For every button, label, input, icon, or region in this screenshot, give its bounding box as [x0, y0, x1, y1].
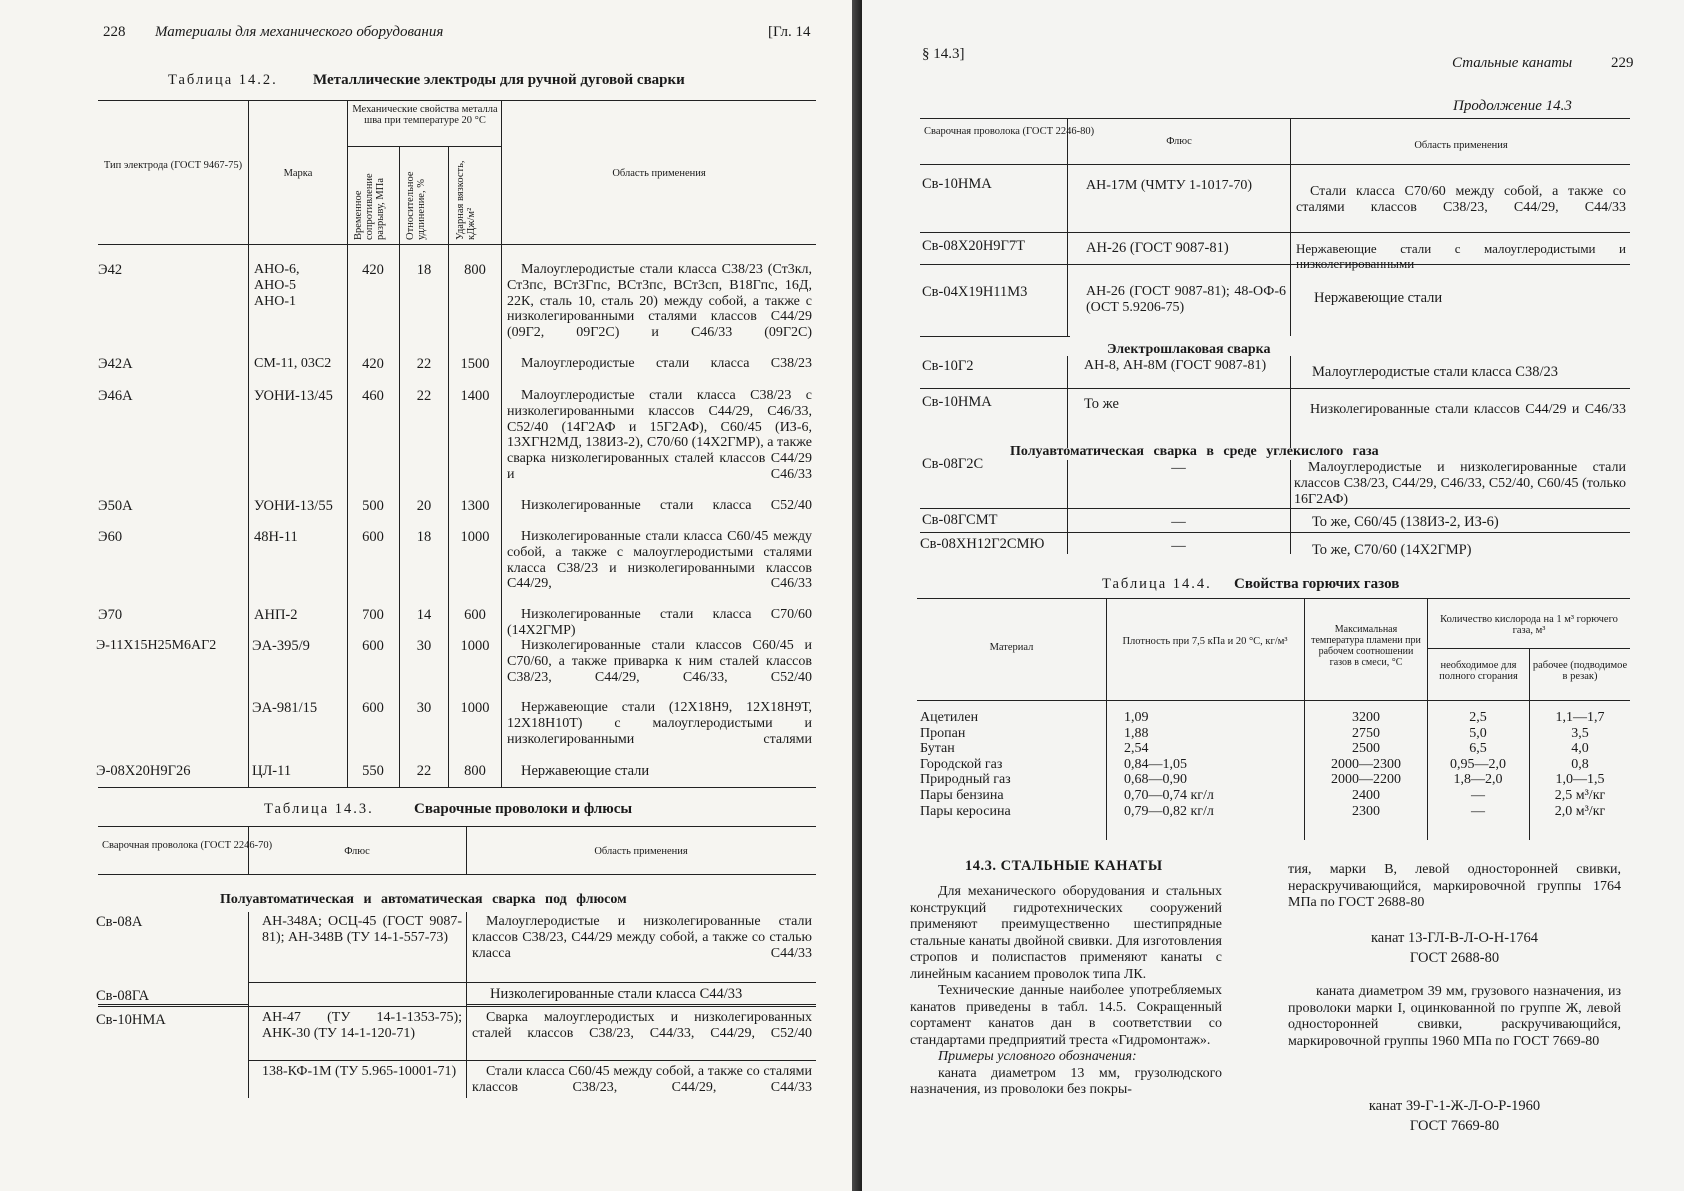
gas-cell-material: Ацетилен — [920, 710, 979, 725]
cell-impact: 800 — [464, 763, 486, 779]
cell-application: То же, С60/45 (138ИЗ-2, ИЗ-6) — [1312, 514, 1499, 530]
cell-application: Низколегированные стали класса С60/45 между собой, а также с малоуглеродистыми сталями класса С38/23 и низколегированными классов С44/29, С46/33 — [507, 529, 812, 592]
paragraph: каната диаметром 39 мм, грузового назначения, из проволоки марки I, оцинкованной по группе Ж, левой односторонней свивки, раскручивающийся, маркировочной группы 1960 МПа по ГОСТ 7669-80 — [1288, 984, 1621, 1049]
gas-cell-temp: 3200 — [1352, 710, 1380, 725]
cell-application: Малоуглеродистые стали класса С38/23 — [521, 356, 812, 371]
gas-cell-material: Пары бензина — [920, 788, 1004, 803]
col-header-application: Область применения — [1414, 140, 1508, 151]
gas-cell-material: Пропан — [920, 725, 966, 741]
table-label: Таблица 14.4. — [1102, 576, 1212, 592]
cell-brand: СМ-11, 03С2 — [254, 356, 332, 371]
cell-strength: 550 — [362, 763, 384, 779]
gas-cell-density: 2,54 — [1124, 741, 1149, 757]
chapter-ref: [Гл. 14 — [768, 24, 811, 40]
cell-flux: АН-26 (ГОСТ 9087-81); 48-ОФ-6 (ОСТ 5.9206-75) — [1086, 284, 1286, 315]
cell-wire: Св-10НМА — [96, 1012, 166, 1028]
designation-standard: ГОСТ 7669-80 — [1409, 1118, 1500, 1134]
cell-application: Малоуглеродистые стали класса С38/23 (Ст3кл, Ст3пс, ВСт3Гпс, ВСт3пс, ВСт3сп, В18Гпс, 16Д, 22К, сталь 10, сталь 20) между собой, а также с низколегированными сталями классов С44/29 (09Г2, 09Г2С) и С46/33 (09Г2С) — [507, 262, 812, 341]
cell-application: Малоуглеродистые стали класса С38/23 с низколегированными классов С44/29, С46/33, С52/40 (14Г2АФ и 15Г2АФ), С60/45 (ИЗ-6, 13ХГН2МД, 138ИЗ-2), С70/60 (14Х2ГМР), а также сварка низколегированных сталей классов С44/29 и С46/33 — [507, 388, 812, 482]
cell-impact: 1000 — [460, 700, 490, 716]
cell-type: Э42 — [98, 262, 123, 278]
cell-strength: 500 — [362, 498, 384, 514]
cell-flux: АН-26 (ГОСТ 9087-81) — [1086, 240, 1229, 256]
body-column-2b — [1288, 984, 1621, 1050]
cell-type: Э-08Х20Н9Г26 — [96, 763, 191, 779]
cell-application: Стали класса С70/60 между собой, а также со сталями классов С38/23, С44/29, С44/33 — [1296, 184, 1626, 215]
col-header-mech: Механические свойства металла шва при температуре 20 °С — [352, 104, 498, 126]
cell-wire: Св-10Г2 — [922, 358, 974, 374]
gas-cell-density: 0,68—0,90 — [1124, 772, 1187, 788]
gas-cell-needed: — — [1471, 788, 1485, 803]
cell-impact: 800 — [464, 262, 486, 278]
section-heading: Полуавтоматическая сварка в среде углекислого газа — [1010, 444, 1379, 459]
gas-cell-density: 0,79—0,82 кг/л — [1124, 803, 1214, 819]
cell-impact: 1000 — [460, 529, 490, 545]
cell-application: Низколегированные стали классов С60/45 и С70/60, а также приварка к ним сталей классов С38/23, С44/29, С46/33, С52/40 — [507, 638, 812, 685]
cell-elongation: 30 — [416, 638, 432, 654]
gas-cell-needed: 5,0 — [1469, 725, 1487, 741]
col-header-impact: Ударная вязкость, кДж/м² — [455, 160, 477, 240]
cell-type: Э70 — [98, 607, 123, 623]
cell-elongation: 30 — [416, 700, 432, 716]
cell-elongation: 14 — [416, 607, 432, 623]
cell-application: Низколегированные стали классов С44/29 и С46/33 — [1310, 402, 1626, 417]
gas-cell-working: 0,8 — [1571, 756, 1589, 772]
cell-type: Э-11Х15Н25М6АГ2 — [96, 638, 217, 653]
col-header-flux: Флюс — [344, 846, 370, 857]
paragraph: каната диаметром 13 мм, грузолюдского назначения, из проволоки без покры- — [910, 1065, 1222, 1097]
cell-wire: Св-10НМА — [922, 176, 992, 192]
cell-strength: 600 — [362, 700, 384, 716]
cell-brand: УОНИ-13/55 — [254, 498, 333, 514]
cell-brand: УОНИ-13/45 — [254, 388, 333, 404]
designation: канат 39-Г-1-Ж-Л-О-Р-1960 — [1368, 1098, 1541, 1114]
gas-cell-working: 2,0 м³/кг — [1554, 803, 1606, 819]
cell-wire: Св-08Х20Н9Г7Т — [922, 238, 1026, 254]
col-header-material: Материал — [989, 642, 1034, 653]
examples-heading: Примеры условного обозначения: — [938, 1049, 1137, 1064]
cell-strength: 600 — [362, 638, 384, 654]
gas-cell-working: 2,5 м³/кг — [1554, 788, 1606, 803]
cell-flux: АН-348А; ОСЦ-45 (ГОСТ 9087-81); АН-348В (ТУ 14-1-557-73) — [262, 914, 462, 945]
gas-cell-temp: 2000—2200 — [1331, 772, 1401, 788]
cell-brand: ЭА-395/9 — [252, 638, 310, 654]
cell-impact: 1000 — [460, 638, 490, 654]
gas-cell-needed: — — [1471, 803, 1485, 819]
table-title: Сварочные проволоки и флюсы — [414, 801, 633, 817]
cell-impact: 1500 — [460, 356, 490, 372]
col-header-application: Область применения — [594, 846, 688, 857]
cell-elongation: 22 — [416, 388, 432, 404]
running-title: Материалы для механического оборудования — [155, 24, 444, 40]
cell-brand: АНП-2 — [254, 607, 298, 623]
cell-type: Э42А — [98, 356, 133, 372]
cell-elongation: 18 — [416, 529, 432, 545]
cell-type: Э60 — [98, 529, 123, 545]
col-header-elongation: Относительное удлинение, % — [405, 171, 427, 240]
table-title: Свойства горючих газов — [1234, 576, 1400, 592]
cell-application: То же, С70/60 (14Х2ГМР) — [1312, 542, 1472, 558]
cell-type: Э46А — [98, 388, 133, 404]
col-header-strength: Временное сопротивление разрыву, МПа — [353, 173, 386, 240]
paragraph: тия, марки В, левой односторонней свивки, нераскручивающийся, маркировочной группы 1764 МПа по ГОСТ 2688-80 — [1288, 862, 1621, 910]
paragraph: Технические данные наиболее употребляемых канатов приведены в табл. 14.5. Сокращенный сортамент канатов дан в соответствии со стандартами предприятий треста «Гидромонтаж». — [910, 983, 1222, 1048]
cell-flux: — — [1171, 538, 1186, 554]
section-ref: § 14.3] — [922, 46, 965, 62]
gas-cell-needed: 2,5 — [1469, 710, 1487, 725]
cell-strength: 420 — [362, 356, 384, 372]
cell-application: Нержавеющие стали с малоуглеродистыми и низколегированными — [1296, 241, 1626, 271]
gas-cell-density: 1,09 — [1124, 710, 1149, 725]
col-header-application: Область применения — [612, 168, 706, 179]
gas-cell-density: 0,84—1,05 — [1124, 756, 1187, 772]
cell-application: Нержавеющие стали — [521, 763, 650, 779]
col-header-oxygen-working: рабочее (подводимое в резак) — [1532, 660, 1628, 682]
cell-elongation: 18 — [416, 262, 432, 278]
cell-elongation: 22 — [416, 356, 432, 372]
gas-cell-working: 1,1—1,7 — [1555, 710, 1605, 725]
cell-impact: 600 — [464, 607, 486, 623]
table-label: Таблица 14.3. — [264, 801, 374, 817]
cell-flux: АН-47 (ТУ 14-1-1353-75); АНК-30 (ТУ 14-1-120-71) — [262, 1010, 462, 1041]
col-header-wire: Сварочная проволока (ГОСТ 2246-70) — [102, 840, 273, 851]
cell-flux: 138-КФ-1М (ТУ 5.965-10001-71) — [262, 1064, 457, 1079]
cell-brand: 48Н-11 — [254, 529, 298, 545]
gas-cell-working: 4,0 — [1571, 741, 1589, 757]
col-header-brand: Марка — [283, 168, 313, 179]
gas-cell-density: 1,88 — [1124, 725, 1149, 741]
cell-strength: 600 — [362, 529, 384, 545]
section-heading: 14.3. СТАЛЬНЫЕ КАНАТЫ — [965, 858, 1163, 874]
gas-cell-temp: 2750 — [1352, 725, 1380, 741]
cell-flux: АН-17М (ЧМТУ 1-1017-70) — [1086, 178, 1252, 193]
body-column-1 — [910, 884, 1222, 1099]
cell-impact: 1300 — [460, 498, 490, 514]
cell-application: Нержавеющие стали (12Х18Н9, 12Х18Н9Т, 12Х18Н10Т) с малоуглеродистыми и низколегированными сталями — [507, 700, 812, 747]
gas-cell-needed: 6,5 — [1469, 741, 1487, 757]
gas-cell-working: 3,5 — [1571, 725, 1589, 741]
gas-cell-working: 1,0—1,5 — [1555, 772, 1605, 788]
running-title: Стальные канаты — [1452, 55, 1573, 71]
gas-cell-material: Городской газ — [920, 756, 1003, 772]
gas-cell-temp: 2400 — [1352, 788, 1380, 803]
cell-strength: 460 — [362, 388, 384, 404]
cell-wire: Св-08ГСМТ — [922, 512, 998, 528]
cell-strength: 700 — [362, 607, 384, 623]
gas-cell-needed: 1,8—2,0 — [1453, 772, 1503, 788]
cell-application: Низколегированные стали класса С44/33 — [490, 986, 743, 1002]
cell-wire: Св-08ГА — [96, 988, 150, 1004]
page-number: 228 — [103, 24, 126, 40]
designation: канат 13-ГЛ-В-Л-О-Н-1764 — [1370, 930, 1539, 946]
gas-cell-density: 0,70—0,74 кг/л — [1124, 788, 1214, 803]
col-header-oxygen: Количество кислорода на 1 м³ горючего газа, м³ — [1440, 614, 1618, 636]
cell-flux: АН-8, АН-8М (ГОСТ 9087-81) — [1084, 358, 1267, 373]
cell-wire: Св-08ХН12Г2СМЮ — [920, 536, 1045, 552]
cell-brand: АНО-6, АНО-5 АНО-1 — [254, 262, 300, 309]
col-header-flux: Флюс — [1166, 136, 1192, 147]
gas-cell-material: Пары керосина — [920, 803, 1011, 819]
paragraph: Для механического оборудования и стальных конструкций гидротехнических сооружений применяют преимущественно шестипрядные стальные канаты двойной свивки. Для изготовления стропов и полиспастов применяют канаты с линейным касанием проволок типа ЛК. — [910, 884, 1222, 982]
cell-brand: ЦЛ-11 — [252, 763, 292, 779]
gas-cell-temp: 2000—2300 — [1331, 756, 1401, 772]
col-header-max-temp: Максимальная температура пламени при рабочем соотношении газов в смеси, °С — [1311, 624, 1421, 668]
cell-strength: 420 — [362, 262, 384, 278]
col-header-density: Плотность при 7,5 кПа и 20 °С, кг/м³ — [1122, 636, 1288, 647]
col-header-type: Тип электрода (ГОСТ 9467-75) — [103, 160, 243, 171]
cell-elongation: 22 — [416, 763, 432, 779]
cell-brand: ЭА-981/15 — [252, 700, 318, 716]
gas-cell-temp: 2500 — [1352, 741, 1380, 757]
right-page — [862, 0, 1684, 1191]
cell-wire: Св-08Г2С — [922, 456, 984, 472]
col-header-wire: Сварочная проволока (ГОСТ 2246-80) — [924, 126, 1095, 137]
continuation-label: Продолжение 14.3 — [1453, 98, 1572, 114]
cell-application: Малоуглеродистые и низколегированные стали классов С38/23, С44/29 между собой, а также со сталью класса С44/33 — [472, 914, 812, 961]
body-column-2 — [1288, 862, 1621, 912]
cell-wire: Св-04Х19Н11М3 — [922, 284, 1028, 300]
table-label: Таблица 14.2. — [168, 72, 278, 88]
gas-cell-temp: 2300 — [1352, 803, 1380, 819]
section-heading: Полуавтоматическая и автоматическая сварка под флюсом — [220, 892, 627, 907]
gas-cell-needed: 0,95—2,0 — [1450, 756, 1506, 772]
designation-standard: ГОСТ 2688-80 — [1409, 950, 1500, 966]
section-heading: Электрошлаковая сварка — [1107, 342, 1271, 357]
cell-flux: То же — [1084, 396, 1119, 412]
cell-type: Э50А — [98, 498, 133, 514]
cell-application: Нержавеющие стали — [1314, 290, 1443, 306]
cell-impact: 1400 — [460, 388, 490, 404]
page-number: 229 — [1611, 55, 1634, 71]
gas-cell-material: Природный газ — [920, 772, 1011, 788]
cell-application: Стали класса С60/45 между собой, а также со сталями классов С38/23, С44/29, С44/33 — [472, 1064, 812, 1095]
col-header-oxygen-needed: необходимое для полного сгорания — [1439, 660, 1518, 682]
cell-application: Малоуглеродистые стали класса С38/23 — [1312, 364, 1558, 380]
cell-application: Низколегированные стали класса С70/60 (14Х2ГМР) — [507, 607, 812, 638]
cell-elongation: 20 — [416, 498, 432, 514]
table-title: Металлические электроды для ручной дуговой сварки — [313, 72, 685, 88]
cell-application: Сварка малоуглеродистых и низколегированных сталей классов С38/23, С44/33, С44/29, С52/40 — [472, 1010, 812, 1041]
cell-flux: — — [1171, 514, 1186, 530]
cell-wire: Св-10НМА — [922, 394, 992, 410]
cell-application: Малоуглеродистые и низколегированные стали классов С38/23, С44/29, С46/33, С52/40, С60/45 (только 16Г2АФ) — [1294, 460, 1626, 507]
cell-flux: — — [1171, 460, 1186, 476]
gas-cell-material: Бутан — [920, 741, 955, 757]
cell-application: Низколегированные стали класса С52/40 — [521, 498, 812, 513]
cell-wire: Св-08А — [96, 914, 143, 930]
